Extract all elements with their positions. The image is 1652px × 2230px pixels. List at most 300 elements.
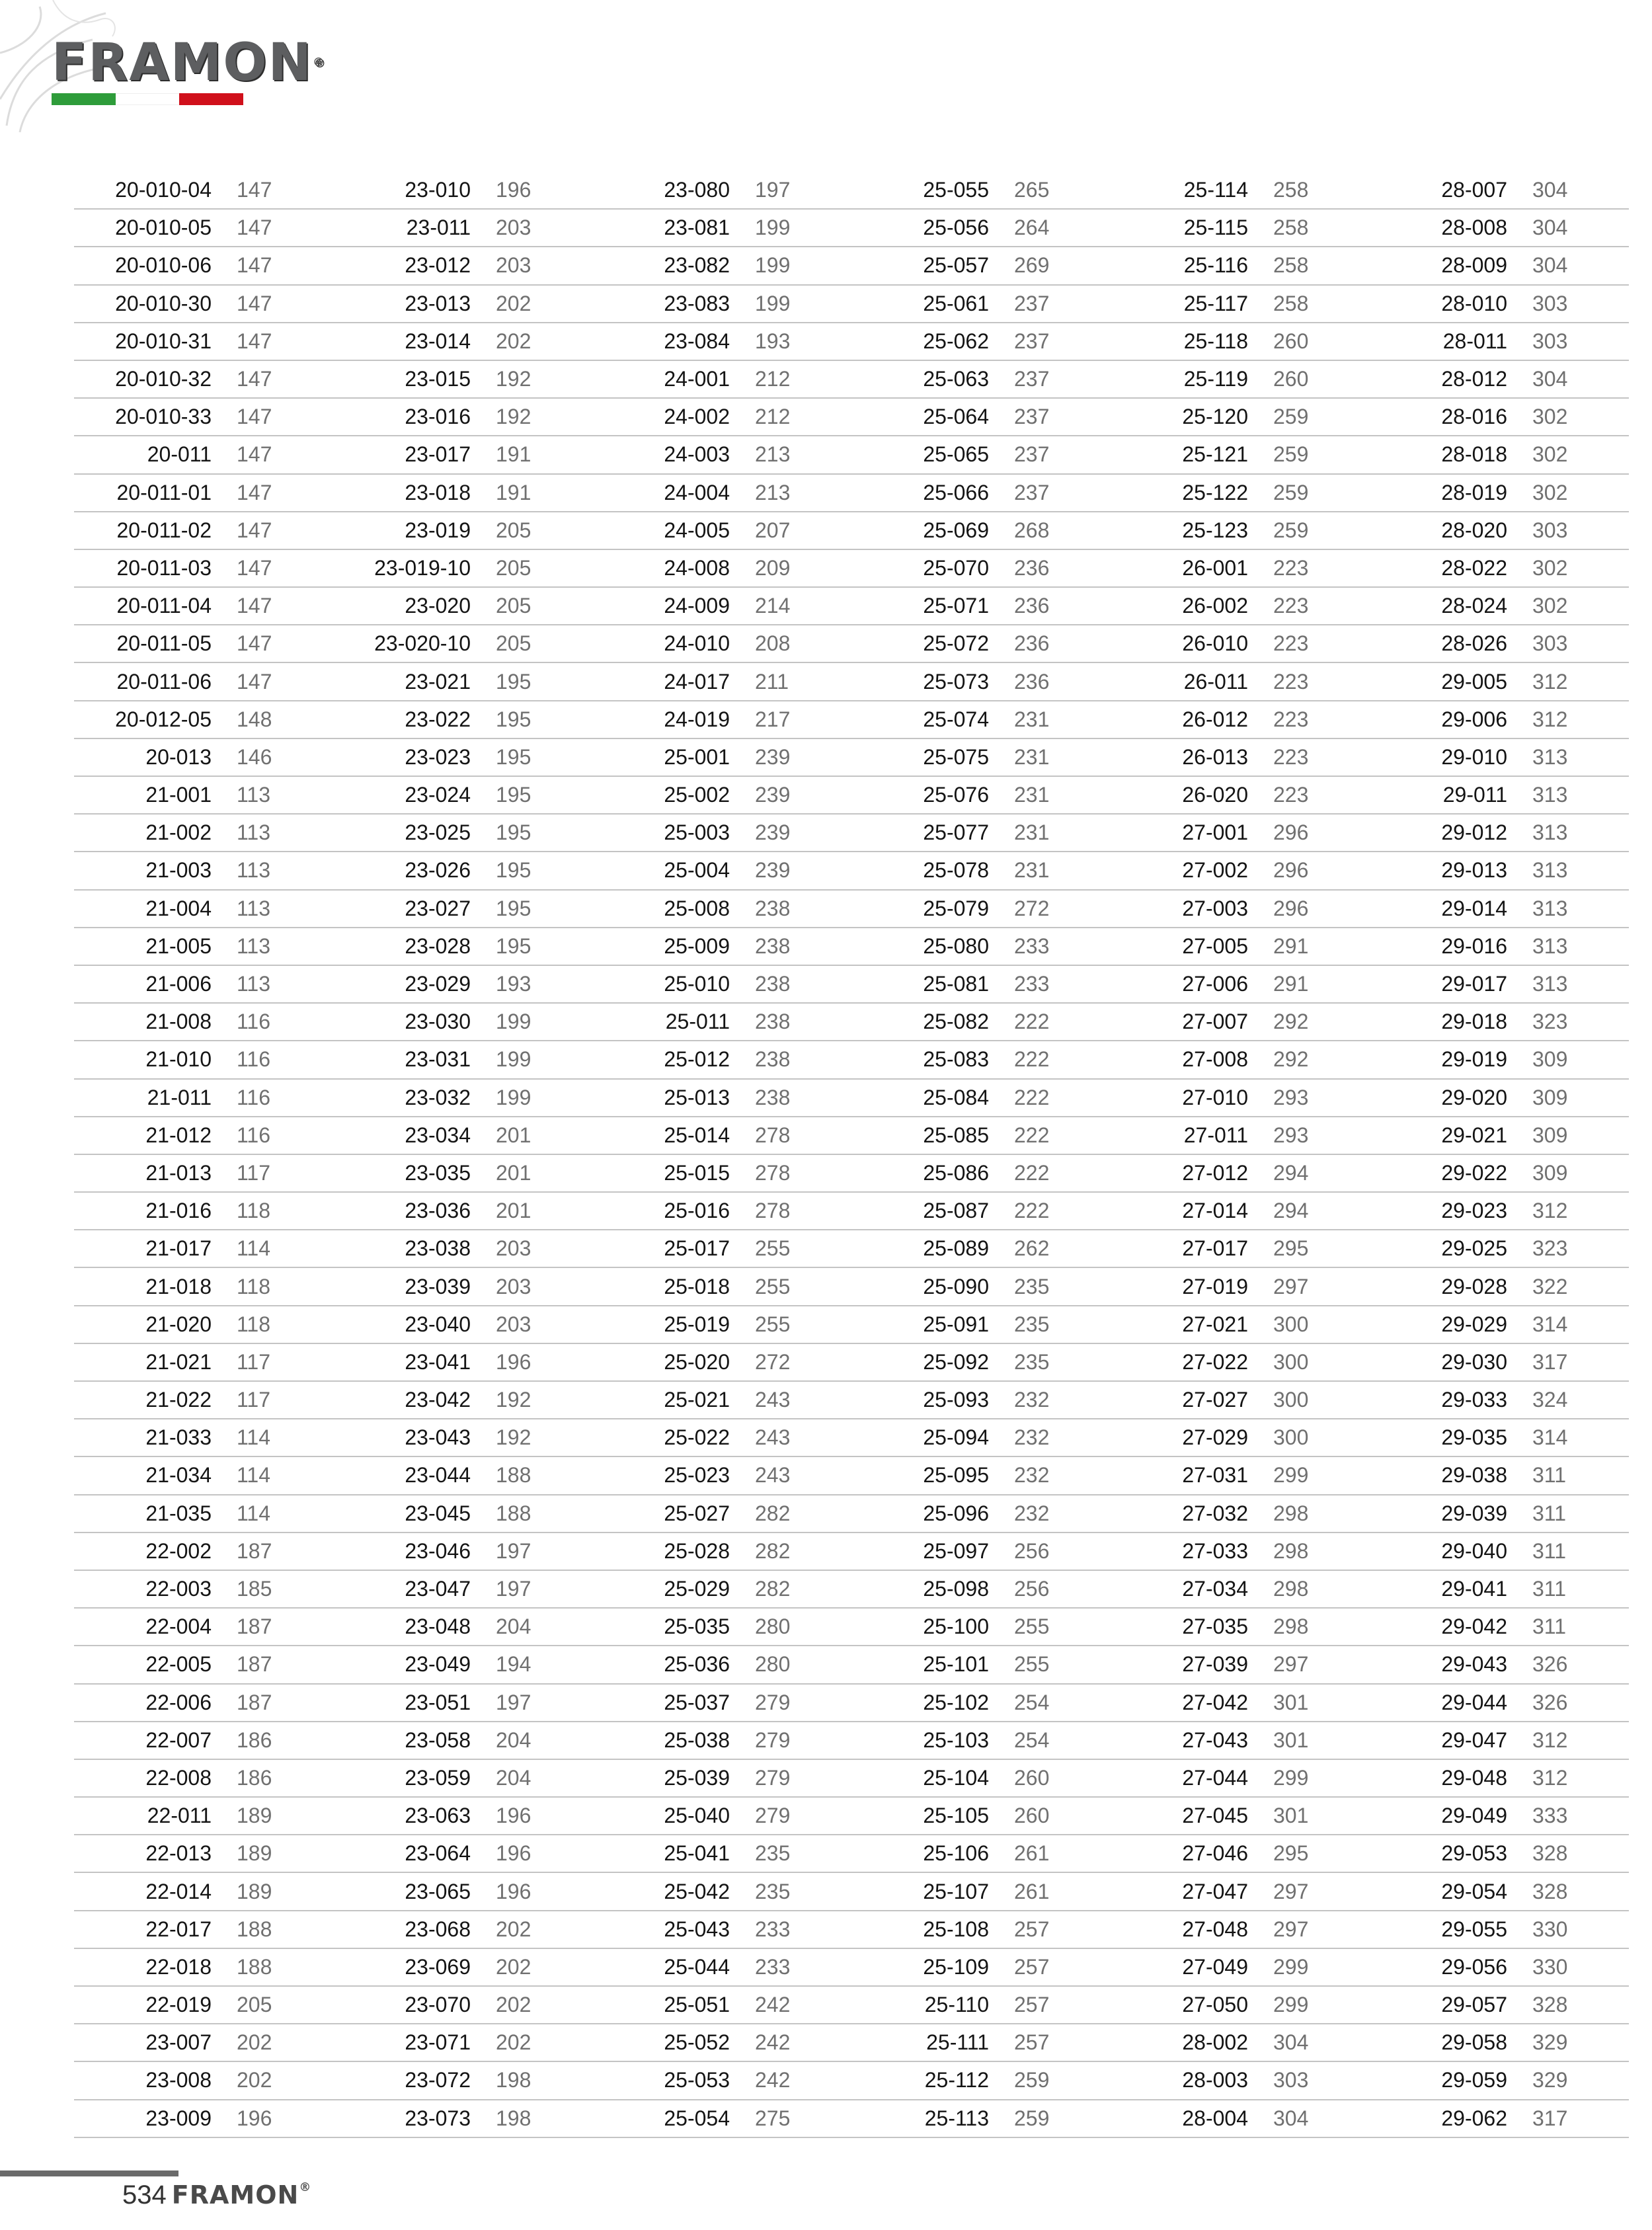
product-code: 25-001 bbox=[664, 744, 730, 769]
product-code: 22-013 bbox=[145, 1841, 212, 1866]
index-row bbox=[74, 1609, 333, 1646]
product-code: 23-064 bbox=[405, 1841, 471, 1866]
page-reference: 197 bbox=[496, 1690, 531, 1714]
page-reference: 147 bbox=[237, 253, 272, 278]
product-code: 23-022 bbox=[405, 707, 471, 731]
page-reference: 118 bbox=[237, 1274, 271, 1298]
page-reference: 294 bbox=[1273, 1160, 1309, 1185]
product-code: 27-002 bbox=[1182, 858, 1248, 883]
page-reference: 222 bbox=[1014, 1199, 1050, 1223]
page-reference: 323 bbox=[1532, 1236, 1568, 1261]
index-row bbox=[1370, 210, 1629, 247]
index-row bbox=[74, 399, 333, 436]
page-reference: 258 bbox=[1273, 291, 1309, 315]
page-reference: 116 bbox=[237, 1010, 271, 1034]
page-reference: 233 bbox=[1014, 934, 1050, 958]
product-code: 29-053 bbox=[1441, 1841, 1507, 1866]
page-reference: 233 bbox=[755, 1954, 791, 1979]
page-reference: 304 bbox=[1273, 2106, 1309, 2130]
index-row bbox=[1111, 1457, 1370, 1495]
product-code: 25-035 bbox=[664, 1614, 730, 1639]
product-code: 29-047 bbox=[1441, 1728, 1507, 1752]
page-reference: 329 bbox=[1532, 2030, 1568, 2055]
page-reference: 302 bbox=[1532, 555, 1568, 580]
index-row bbox=[1370, 1571, 1629, 1609]
product-code: 23-081 bbox=[664, 216, 730, 240]
index-row bbox=[74, 1949, 333, 1987]
product-code: 27-001 bbox=[1182, 820, 1248, 845]
page-reference: 232 bbox=[1014, 1463, 1050, 1488]
page-reference: 201 bbox=[496, 1123, 531, 1147]
product-code: 23-035 bbox=[405, 1160, 471, 1185]
page-reference: 239 bbox=[755, 783, 791, 807]
page-reference: 237 bbox=[1014, 480, 1050, 504]
product-code: 28-010 bbox=[1441, 291, 1507, 315]
product-code: 20-011 bbox=[147, 442, 212, 467]
page-reference: 196 bbox=[237, 2106, 272, 2130]
page-reference: 329 bbox=[1532, 2068, 1568, 2092]
index-row bbox=[74, 323, 333, 361]
product-code: 23-031 bbox=[405, 1047, 471, 1072]
product-code: 25-121 bbox=[1182, 442, 1248, 467]
index-row bbox=[1370, 2100, 1629, 2138]
page-reference: 303 bbox=[1532, 631, 1568, 656]
page-reference: 188 bbox=[237, 1917, 272, 1941]
index-row bbox=[74, 247, 333, 285]
product-code: 29-056 bbox=[1441, 1954, 1507, 1979]
index-column bbox=[592, 172, 851, 2138]
page-reference: 242 bbox=[755, 2068, 791, 2092]
product-code: 24-003 bbox=[664, 442, 730, 467]
product-code: 25-053 bbox=[664, 2068, 730, 2092]
page-reference: 199 bbox=[496, 1085, 531, 1109]
index-row bbox=[333, 1798, 592, 1835]
index-row bbox=[592, 361, 851, 399]
product-code: 27-043 bbox=[1182, 1728, 1248, 1752]
index-row bbox=[1111, 815, 1370, 852]
product-code: 25-055 bbox=[923, 178, 989, 202]
index-row bbox=[74, 1911, 333, 1949]
product-code: 29-030 bbox=[1441, 1349, 1507, 1374]
index-row bbox=[333, 928, 592, 966]
index-row bbox=[851, 777, 1111, 815]
product-code: 29-041 bbox=[1441, 1577, 1507, 1601]
page-reference: 114 bbox=[237, 1236, 271, 1261]
index-row bbox=[74, 1457, 333, 1495]
product-code: 22-011 bbox=[147, 1804, 212, 1828]
index-row bbox=[592, 475, 851, 512]
index-row bbox=[1111, 625, 1370, 663]
product-code: 25-015 bbox=[664, 1160, 730, 1185]
brand-logo bbox=[52, 33, 326, 105]
product-code: 25-084 bbox=[923, 1085, 989, 1109]
index-row bbox=[333, 1571, 592, 1609]
page-reference: 309 bbox=[1532, 1047, 1568, 1072]
page-reference: 189 bbox=[237, 1841, 272, 1866]
page-reference: 314 bbox=[1532, 1425, 1568, 1450]
page-reference: 147 bbox=[237, 178, 272, 202]
index-row bbox=[1370, 1004, 1629, 1041]
page-reference: 328 bbox=[1532, 1841, 1568, 1866]
index-row bbox=[1370, 323, 1629, 361]
page-reference: 195 bbox=[496, 707, 531, 731]
page-reference: 187 bbox=[237, 1652, 272, 1677]
product-code: 24-005 bbox=[664, 518, 730, 542]
page-reference: 258 bbox=[1273, 178, 1309, 202]
index-row bbox=[851, 512, 1111, 550]
index-row bbox=[333, 1193, 592, 1230]
product-code: 29-042 bbox=[1441, 1614, 1507, 1639]
index-row bbox=[592, 1419, 851, 1457]
index-row bbox=[851, 247, 1111, 285]
product-code: 26-013 bbox=[1182, 744, 1248, 769]
page-reference: 212 bbox=[755, 405, 791, 429]
product-code: 26-002 bbox=[1182, 594, 1248, 618]
page-reference: 313 bbox=[1532, 858, 1568, 883]
product-code: 24-002 bbox=[664, 405, 730, 429]
index-row bbox=[74, 172, 333, 210]
index-row bbox=[333, 1457, 592, 1495]
page-reference: 243 bbox=[755, 1388, 791, 1412]
product-code: 25-107 bbox=[923, 1879, 989, 1903]
index-row bbox=[1370, 475, 1629, 512]
page-reference: 311 bbox=[1532, 1614, 1567, 1639]
index-row bbox=[74, 2024, 333, 2062]
product-code: 25-072 bbox=[923, 631, 989, 656]
index-row bbox=[851, 2024, 1111, 2062]
product-code: 25-102 bbox=[923, 1690, 989, 1714]
product-code: 27-006 bbox=[1182, 972, 1248, 996]
product-code: 25-065 bbox=[923, 442, 989, 467]
page-reference: 323 bbox=[1532, 1010, 1568, 1034]
product-code: 20-013 bbox=[145, 744, 212, 769]
page-reference: 312 bbox=[1532, 1728, 1568, 1752]
index-row bbox=[1370, 815, 1629, 852]
page-reference: 282 bbox=[755, 1577, 791, 1601]
page-reference: 199 bbox=[496, 1010, 531, 1034]
index-row bbox=[74, 436, 333, 474]
page-reference: 196 bbox=[496, 1841, 531, 1866]
page-reference: 239 bbox=[755, 744, 791, 769]
index-row bbox=[1111, 1949, 1370, 1987]
page-reference: 235 bbox=[755, 1841, 791, 1866]
product-code: 21-013 bbox=[145, 1160, 212, 1185]
page-reference: 222 bbox=[1014, 1047, 1050, 1072]
index-row bbox=[1111, 1533, 1370, 1571]
product-code: 25-028 bbox=[664, 1538, 730, 1563]
product-code: 25-080 bbox=[923, 934, 989, 958]
index-row bbox=[1370, 739, 1629, 777]
page-reference: 313 bbox=[1532, 972, 1568, 996]
page-reference: 236 bbox=[1014, 555, 1050, 580]
page-reference: 311 bbox=[1532, 1538, 1567, 1563]
product-code: 27-034 bbox=[1182, 1577, 1248, 1601]
product-code: 25-114 bbox=[1183, 178, 1248, 202]
product-code: 21-010 bbox=[145, 1047, 212, 1072]
index-row bbox=[592, 1987, 851, 2024]
product-code: 25-016 bbox=[664, 1199, 730, 1223]
index-row bbox=[333, 701, 592, 739]
index-row bbox=[851, 1949, 1111, 1987]
index-row bbox=[592, 625, 851, 663]
product-code: 23-021 bbox=[405, 669, 471, 694]
page-reference: 311 bbox=[1532, 1577, 1567, 1601]
product-code: 20-010-05 bbox=[115, 216, 212, 240]
page-reference: 189 bbox=[237, 1804, 272, 1828]
index-row bbox=[1111, 2024, 1370, 2062]
product-code: 23-024 bbox=[405, 783, 471, 807]
page-reference: 203 bbox=[496, 1274, 531, 1298]
page-reference: 324 bbox=[1532, 1388, 1568, 1412]
product-code: 25-051 bbox=[664, 1993, 730, 2017]
product-code: 25-111 bbox=[926, 2030, 989, 2055]
index-row bbox=[592, 928, 851, 966]
index-row bbox=[1111, 475, 1370, 512]
product-code: 25-118 bbox=[1183, 329, 1248, 353]
page-reference: 202 bbox=[496, 1993, 531, 2017]
index-row bbox=[592, 966, 851, 1004]
index-row bbox=[74, 588, 333, 625]
page-reference: 259 bbox=[1273, 405, 1309, 429]
product-code: 23-026 bbox=[405, 858, 471, 883]
product-code: 29-057 bbox=[1441, 1993, 1507, 2017]
index-row bbox=[592, 815, 851, 852]
product-code: 27-033 bbox=[1182, 1538, 1248, 1563]
index-row bbox=[333, 1949, 592, 1987]
index-row bbox=[851, 1382, 1111, 1419]
index-row bbox=[333, 512, 592, 550]
product-code: 27-044 bbox=[1182, 1765, 1248, 1790]
page-reference: 232 bbox=[1014, 1425, 1050, 1450]
page-reference: 237 bbox=[1014, 405, 1050, 429]
page-reference: 328 bbox=[1532, 1879, 1568, 1903]
page-reference: 204 bbox=[496, 1765, 531, 1790]
footer-registered-mark: ® bbox=[299, 2180, 312, 2194]
product-code: 23-071 bbox=[405, 2030, 471, 2055]
index-column bbox=[1370, 172, 1629, 2138]
product-code: 23-082 bbox=[664, 253, 730, 278]
page-reference: 299 bbox=[1273, 1993, 1309, 2017]
page-reference: 312 bbox=[1532, 1765, 1568, 1790]
product-code: 29-054 bbox=[1441, 1879, 1507, 1903]
index-row bbox=[851, 1760, 1111, 1798]
page-reference: 202 bbox=[237, 2030, 272, 2055]
index-row bbox=[74, 1041, 333, 1079]
product-code: 23-073 bbox=[405, 2106, 471, 2130]
product-code: 28-016 bbox=[1441, 405, 1507, 429]
product-code: 20-010-04 bbox=[115, 178, 212, 202]
product-code: 25-094 bbox=[923, 1425, 989, 1450]
product-code: 22-019 bbox=[145, 1993, 212, 2017]
index-row bbox=[592, 1571, 851, 1609]
index-row bbox=[1370, 1382, 1629, 1419]
page-reference: 330 bbox=[1532, 1917, 1568, 1941]
index-row bbox=[333, 852, 592, 890]
product-code: 29-011 bbox=[1442, 783, 1507, 807]
index-row bbox=[851, 928, 1111, 966]
page-reference: 255 bbox=[755, 1236, 791, 1261]
page-reference: 114 bbox=[237, 1425, 271, 1450]
page-reference: 238 bbox=[755, 1047, 791, 1072]
product-code: 20-010-32 bbox=[115, 367, 212, 391]
product-code: 25-043 bbox=[664, 1917, 730, 1941]
product-code: 29-028 bbox=[1441, 1274, 1507, 1298]
product-code: 23-043 bbox=[405, 1425, 471, 1450]
index-row bbox=[1370, 2024, 1629, 2062]
index-row bbox=[592, 1041, 851, 1079]
product-code: 25-012 bbox=[664, 1047, 730, 1072]
index-row bbox=[592, 1193, 851, 1230]
page-reference: 238 bbox=[755, 1010, 791, 1034]
index-row bbox=[592, 1685, 851, 1722]
page-reference: 293 bbox=[1273, 1123, 1309, 1147]
product-code: 23-044 bbox=[405, 1463, 471, 1488]
page-reference: 302 bbox=[1532, 442, 1568, 467]
index-row bbox=[333, 663, 592, 701]
product-code: 25-018 bbox=[664, 1274, 730, 1298]
product-code: 25-078 bbox=[923, 858, 989, 883]
index-row bbox=[851, 1193, 1111, 1230]
product-code: 25-093 bbox=[923, 1388, 989, 1412]
index-row bbox=[592, 1080, 851, 1117]
product-code: 29-040 bbox=[1441, 1538, 1507, 1563]
product-code: 27-008 bbox=[1182, 1047, 1248, 1072]
page-reference: 117 bbox=[237, 1349, 271, 1374]
index-row bbox=[851, 1722, 1111, 1760]
page-reference: 236 bbox=[1014, 669, 1050, 694]
product-code: 27-005 bbox=[1182, 934, 1248, 958]
product-code: 23-040 bbox=[405, 1312, 471, 1336]
product-code: 25-089 bbox=[923, 1236, 989, 1261]
registered-mark: ® bbox=[312, 56, 326, 69]
page-reference: 261 bbox=[1014, 1841, 1050, 1866]
product-code: 25-095 bbox=[923, 1463, 989, 1488]
italian-flag-stripe bbox=[52, 93, 243, 105]
page-reference: 147 bbox=[237, 518, 272, 542]
page-reference: 296 bbox=[1273, 896, 1309, 920]
page-reference: 300 bbox=[1273, 1312, 1309, 1336]
index-row bbox=[74, 1419, 333, 1457]
product-code: 21-018 bbox=[145, 1274, 212, 1298]
index-row bbox=[592, 1004, 851, 1041]
product-code: 29-055 bbox=[1441, 1917, 1507, 1941]
page-reference: 238 bbox=[755, 972, 791, 996]
index-row bbox=[333, 815, 592, 852]
product-code: 28-009 bbox=[1441, 253, 1507, 278]
index-row bbox=[1111, 739, 1370, 777]
page-reference: 235 bbox=[1014, 1274, 1050, 1298]
index-row bbox=[1370, 1155, 1629, 1193]
page-reference: 205 bbox=[496, 518, 531, 542]
page-reference: 300 bbox=[1273, 1349, 1309, 1374]
index-row bbox=[333, 777, 592, 815]
product-code: 25-105 bbox=[923, 1804, 989, 1828]
index-row bbox=[333, 210, 592, 247]
index-row bbox=[1370, 966, 1629, 1004]
page-reference: 197 bbox=[496, 1577, 531, 1601]
index-row bbox=[74, 1495, 333, 1533]
index-row bbox=[851, 1987, 1111, 2024]
page-reference: 242 bbox=[755, 2030, 791, 2055]
page-reference: 322 bbox=[1532, 1274, 1568, 1298]
index-row bbox=[74, 1155, 333, 1193]
page-reference: 304 bbox=[1532, 367, 1568, 391]
index-row bbox=[592, 1760, 851, 1798]
index-row bbox=[1111, 852, 1370, 890]
index-row bbox=[592, 323, 851, 361]
page-reference: 278 bbox=[755, 1199, 791, 1223]
index-row bbox=[851, 1873, 1111, 1911]
index-column bbox=[333, 172, 592, 2138]
index-row bbox=[1370, 1117, 1629, 1155]
page-reference: 205 bbox=[496, 555, 531, 580]
index-row bbox=[1370, 1609, 1629, 1646]
page-reference: 295 bbox=[1273, 1236, 1309, 1261]
index-row bbox=[333, 323, 592, 361]
page-reference: 265 bbox=[1014, 178, 1050, 202]
page-number: 534 bbox=[122, 2180, 167, 2210]
product-code: 22-008 bbox=[145, 1765, 212, 1790]
product-code: 25-014 bbox=[664, 1123, 730, 1147]
index-row bbox=[333, 1533, 592, 1571]
index-row bbox=[851, 1533, 1111, 1571]
index-row bbox=[851, 1004, 1111, 1041]
index-row bbox=[592, 1155, 851, 1193]
page-reference: 236 bbox=[1014, 631, 1050, 656]
index-row bbox=[1111, 777, 1370, 815]
index-row bbox=[1111, 1193, 1370, 1230]
product-code: 29-062 bbox=[1441, 2106, 1507, 2130]
index-row bbox=[1111, 550, 1370, 588]
page-reference: 299 bbox=[1273, 1954, 1309, 1979]
page-reference: 205 bbox=[496, 631, 531, 656]
product-code: 21-005 bbox=[145, 934, 212, 958]
index-row bbox=[592, 1722, 851, 1760]
product-code: 24-008 bbox=[664, 555, 730, 580]
product-code: 25-038 bbox=[664, 1728, 730, 1752]
index-row bbox=[592, 891, 851, 928]
index-row bbox=[1370, 777, 1629, 815]
page-reference: 235 bbox=[1014, 1349, 1050, 1374]
page-reference: 202 bbox=[496, 1917, 531, 1941]
index-row bbox=[74, 475, 333, 512]
product-code: 23-049 bbox=[405, 1652, 471, 1677]
index-row bbox=[851, 1798, 1111, 1835]
page-reference: 262 bbox=[1014, 1236, 1050, 1261]
index-row bbox=[1370, 1646, 1629, 1684]
product-code: 25-023 bbox=[664, 1463, 730, 1488]
index-row bbox=[1370, 1193, 1629, 1230]
index-row bbox=[851, 1419, 1111, 1457]
page-reference: 185 bbox=[237, 1577, 272, 1601]
page-reference: 256 bbox=[1014, 1577, 1050, 1601]
index-row bbox=[592, 1835, 851, 1873]
product-code: 28-019 bbox=[1441, 480, 1507, 504]
page-reference: 195 bbox=[496, 820, 531, 845]
index-row bbox=[851, 436, 1111, 474]
page-reference: 147 bbox=[237, 291, 272, 315]
page-reference: 282 bbox=[755, 1538, 791, 1563]
index-row bbox=[851, 550, 1111, 588]
index-row bbox=[1111, 1344, 1370, 1382]
index-row bbox=[1370, 1949, 1629, 1987]
product-code: 20-011-02 bbox=[116, 518, 212, 542]
page-reference: 114 bbox=[237, 1501, 271, 1525]
product-code: 27-031 bbox=[1182, 1463, 1248, 1488]
index-row bbox=[74, 1760, 333, 1798]
page-reference: 222 bbox=[1014, 1123, 1050, 1147]
index-row bbox=[592, 852, 851, 890]
